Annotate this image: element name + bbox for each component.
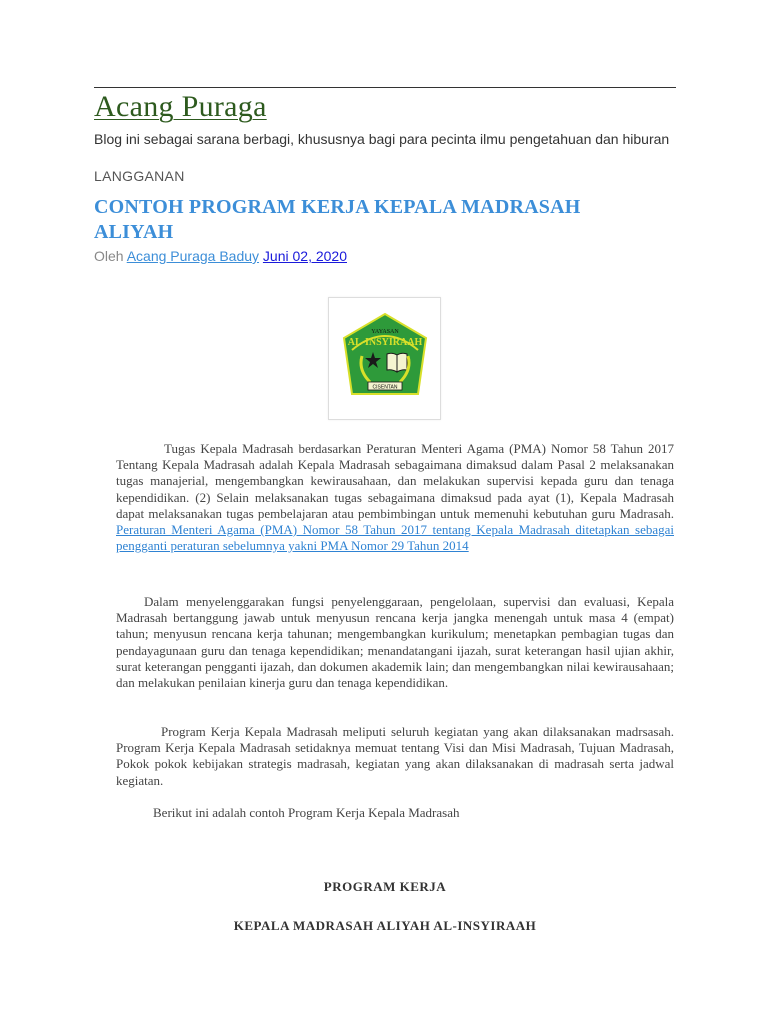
paragraph-3: Program Kerja Kepala Madrasah meliputi seluruh kegiatan yang akan dilaksanakan madrsasah. Program Kerja Kepala Madrasah setidaknya memuat tentang Visi dan Misi Madrasah, Tujuan Madrasah, Pokok pokok kebijakan strategis madrasah, kegiatan yang akan dilaksanakan di madrasah serta jadwal kegiatan. xyxy=(116,724,674,788)
section-heading-program: PROGRAM KERJA xyxy=(323,879,447,894)
author-link[interactable]: Acang Puraga Baduy xyxy=(126,248,260,264)
byline-prefix: Oleh xyxy=(94,248,124,264)
logo-name-text: AL-INSYIRAAH xyxy=(347,337,423,348)
paragraph-1 xyxy=(116,441,674,554)
logo-bottom-text: CISENTAN xyxy=(372,384,398,391)
post-image[interactable] xyxy=(328,297,441,420)
post-date-link[interactable]: Juni 02, 2020 xyxy=(262,248,347,264)
al-insyiraah-logo xyxy=(340,312,430,404)
post-title[interactable]: CONTOH PROGRAM KERJA KEPALA MADRASAH ALIYAH xyxy=(94,196,581,243)
logo-top-text: YAYASAN xyxy=(371,329,399,335)
subscribe-link[interactable]: LANGGANAN xyxy=(94,168,185,184)
paragraph-4: Berikut ini adalah contoh Program Kerja Kepala Madrasah xyxy=(153,805,460,820)
paragraph-2: Dalam menyelenggarakan fungsi penyelenggaraan, pengelolaan, supervisi dan evaluasi, Kepala Madrasah bertanggung jawab untuk menyusun rencana kerja jangka menengah untuk masa 4 (empat) tahun; menyusun rencana kerja tahunan; mengembangkan kurikulum; menetapkan pembagian tugas dan pendayagunaan guru dan tenaga kependidikan; menandatangani ijazah, surat keterangan hasil ujian akhir, surat keterangan pengganti ijazah, dan dokumen akademik lain; dan mengembangkan nilai kewirausahaan; dan melakukan penilaian kinerja guru dan tenaga kependidikan. xyxy=(116,594,674,691)
post-byline xyxy=(94,248,347,264)
blog-description: Blog ini sebagai sarana berbagi, khususnya bagi para pecinta ilmu pengetahuan dan hiburan xyxy=(94,131,670,147)
regulation-link[interactable]: Peraturan Menteri Agama (PMA) Nomor 58 Tahun 2017 tentang Kepala Madrasah ditetapkan sebagai pengganti peraturan sebelumnya yakni PMA Nomor 29 Tahun 2014 xyxy=(116,522,674,554)
paragraph-1-text: Tugas Kepala Madrasah berdasarkan Peraturan Menteri Agama (PMA) Nomor 58 Tahun 2017 Tentang Kepala Madrasah adalah Kepala Madrasah sebagaimana dimaksud dalam Pasal 2 melaksanakan tugas manajerial, mengembangkan kewirausahaan, dan melakukan supervisi kepada guru dan tenaga kependidikan. (2) Selain melaksanakan tugas sebagaimana dimaksud pada ayat (1), Kepala Madrasah dapat melaksanakan tugas pembelajaran atau pembimbingan untuk memenuhi kebutuhan guru Madrasah. xyxy=(116,441,674,521)
blog-title[interactable]: Acang Puraga xyxy=(94,90,267,123)
section-heading-school: KEPALA MADRASAH ALIYAH AL-INSYIRAAH xyxy=(233,918,537,933)
